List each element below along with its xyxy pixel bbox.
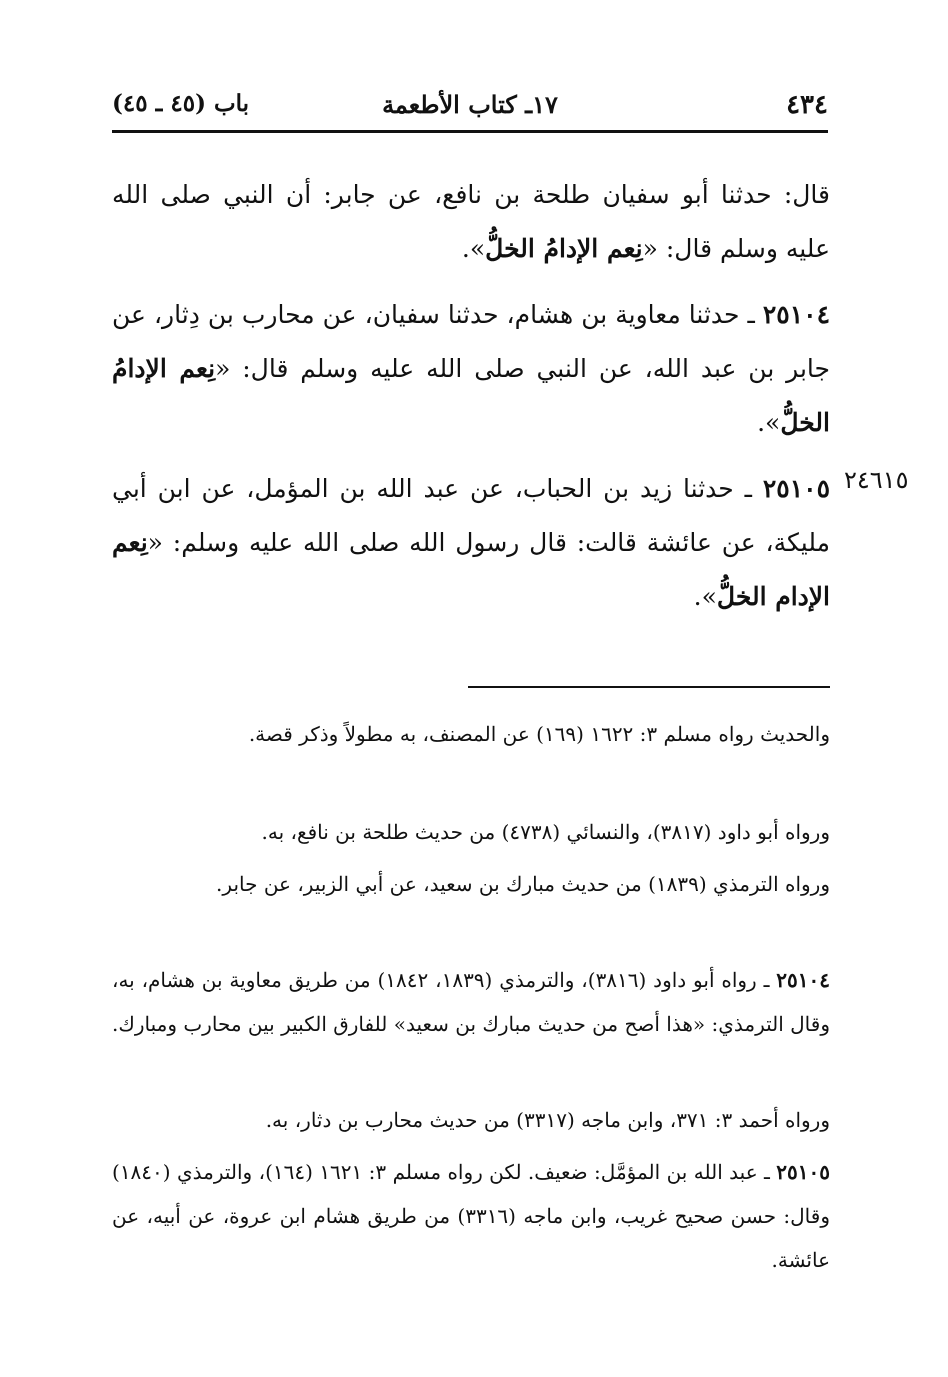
hadith-paragraph <box>112 462 830 624</box>
hadith-paragraph <box>112 288 830 450</box>
footnote-number: ٢٥١٠٤ <box>776 968 830 992</box>
hadith-text: قال: حدثنا أبو سفيان طلحة بن نافع، عن جابر: أن النبي صلى الله عليه وسلم قال: « <box>112 180 830 263</box>
hadith-quote: نِعم الإدام الخلُّ <box>112 528 830 611</box>
hadith-quote: نِعم الإدامُ الخلُّ <box>485 234 643 263</box>
footnote <box>112 862 830 906</box>
footnote-number: ٢٥١٠٥ <box>776 1160 830 1184</box>
footnote <box>112 1098 830 1142</box>
book-title: ١٧ـ كتاب الأطعمة <box>382 90 558 119</box>
hadith-end: ». <box>693 582 717 611</box>
footnote-text: ورواه الترمذي (١٨٣٩) من حديث مبارك بن سعيد، عن أبي الزبير، عن جابر. <box>216 872 830 896</box>
footnote-text: ـ عبد الله بن المؤمَّل: ضعيف. لكن رواه مسلم ٣: ١٦٢١ (١٦٤)، والترمذي (١٨٤٠) وقال: حسن صحيح غريب، وابن ماجه (٣٣١٦) من طريق هشام ابن عروة، عن أبيه، عن عائشة. <box>112 1160 830 1272</box>
hadith-end: ». <box>757 408 781 437</box>
footnote <box>112 1150 830 1282</box>
page-number: ٤٣٤ <box>786 90 828 120</box>
footnote <box>112 712 830 756</box>
hadith-number: ٢٥١٠٥ <box>762 474 830 503</box>
hadith-number: ٢٥١٠٤ <box>762 300 830 329</box>
margin-reference-number: ٢٤٦١٥ <box>844 466 909 494</box>
hadith-text: ـ حدثنا معاوية بن هشام، حدثنا سفيان، عن محارب بن دِثار، عن جابر بن عبد الله، عن النبي صلى الله عليه وسلم قال: « <box>112 300 830 383</box>
hadith-end: ». <box>461 234 486 263</box>
footnote-text: ورواه أحمد ٣: ٣٧١، وابن ماجه (٣٣١٧) من حديث محارب بن دثار، به. <box>265 1108 830 1132</box>
footnote-text: والحديث رواه مسلم ٣: ١٦٢٢ (١٦٩) عن المصنف، به مطولاً وذكر قصة. <box>248 722 830 746</box>
footnote-text: ـ رواه أبو داود (٣٨١٦)، والترمذي (١٨٣٩، ١٨٤٢) من طريق معاوية بن هشام، به، وقال الترمذي: «هذا أصح من حديث مبارك بن سعيد» للفارق الكبير بين محارب ومبارك. <box>112 968 830 1036</box>
footnote-text: ورواه أبو داود (٣٨١٧)، والنسائي (٤٧٣٨) من حديث طلحة بن نافع، به. <box>261 820 830 844</box>
footnote <box>112 810 830 854</box>
footnote-separator <box>468 686 830 688</box>
hadith-paragraph <box>112 168 830 276</box>
hadith-text: ـ حدثنا زيد بن الحباب، عن عبد الله بن المؤمل، عن ابن أبي مليكة، عن عائشة قالت: قال رسول الله صلى الله عليه وسلم: « <box>112 474 830 557</box>
footnote <box>112 958 830 1046</box>
page-header <box>112 86 828 133</box>
hadith-quote: نِعم الإدامُ الخلُّ <box>112 354 830 437</box>
chapter-label: باب (٤٥ ـ ٤٥) <box>112 90 250 117</box>
